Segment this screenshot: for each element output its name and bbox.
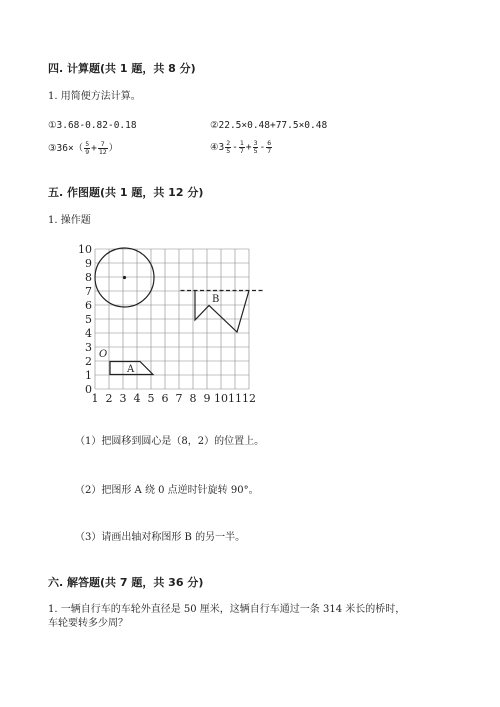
x-tick-label: 1	[91, 392, 99, 405]
shape-a-label: A	[127, 364, 135, 375]
y-tick-label: 0	[85, 383, 92, 396]
fraction: $\frac{6}{7}$	[267, 139, 272, 155]
calc-item-4: ④3 $\frac{2}{5}$ - $\frac{1}{7}$ + $\frac{3}{5}$ - $\frac{6}{7}$	[210, 139, 272, 155]
calc-item-1: ①3.68-0.82-0.18	[48, 120, 137, 131]
shape-b-label: B	[212, 294, 220, 305]
grid-figure	[80, 244, 280, 409]
question-5-1: 1. 操作题	[48, 215, 91, 226]
calc-item-2: ②22.5×0.48+77.5×0.48	[210, 120, 328, 131]
circle-center-dot	[123, 276, 126, 279]
y-tick-label: 5	[85, 313, 92, 326]
fraction: $\frac{1}{7}$	[239, 139, 244, 155]
sub-question-1: （1）把圆移到圆心是（8，2）的位置上。	[75, 436, 265, 447]
x-tick-label: 5	[147, 392, 155, 405]
question-6-1-line-1: 1. 一辆自行车的车轮外直径是 50 厘米，这辆自行车通过一条 314 米长的桥时，	[48, 604, 406, 615]
fraction: $\frac{7}{12}$	[98, 140, 107, 156]
x-tick-label: 9	[203, 392, 211, 405]
y-tick-label: 9	[85, 257, 92, 270]
x-tick-label: 4	[133, 392, 141, 405]
calc-item-3: ③36×（ $\frac{5}{9}$ + $\frac{7}{12}$ ）	[48, 140, 119, 156]
grid-lines	[95, 249, 249, 389]
fraction: $\frac{3}{5}$	[253, 139, 258, 155]
x-tick-label: 10	[214, 392, 228, 405]
section-4-title: 四. 计算题(共 1 题，共 8 分)	[48, 62, 196, 75]
y-tick-label: 2	[85, 355, 92, 368]
y-tick-label: 1	[85, 369, 92, 382]
question-4-1: 1. 用简便方法计算。	[48, 91, 141, 102]
x-tick-label: 7	[175, 392, 183, 405]
fraction: $\frac{2}{5}$	[226, 139, 231, 155]
y-tick-label: 7	[85, 285, 92, 298]
x-axis-labels	[92, 392, 257, 405]
x-tick-label: 3	[119, 392, 127, 405]
section-5-title: 五. 作图题(共 1 题，共 12 分)	[48, 186, 204, 199]
section-6-title: 六. 解答题(共 7 题，共 36 分)	[48, 576, 204, 589]
y-tick-label: 8	[85, 271, 92, 284]
origin-label: O	[99, 349, 108, 360]
x-tick-label: 2	[105, 392, 113, 405]
y-tick-label: 6	[85, 299, 92, 312]
y-tick-label: 10	[78, 243, 92, 256]
sub-question-2: （2）把图形 A 绕 0 点逆时针旋转 90°。	[75, 485, 259, 496]
y-tick-label: 4	[85, 327, 92, 340]
x-tick-label: 8	[189, 392, 197, 405]
shape-b	[195, 291, 249, 333]
y-axis-labels	[78, 243, 92, 396]
question-6-1-line-2: 车轮要转多少周？	[48, 618, 128, 629]
y-tick-label: 3	[85, 341, 92, 354]
x-tick-label: 11	[228, 392, 242, 405]
x-tick-label: 6	[161, 392, 169, 405]
sub-question-3: （3）请画出轴对称图形 B 的另一半。	[75, 532, 246, 543]
x-tick-label: 12	[242, 392, 256, 405]
fraction: $\frac{5}{9}$	[85, 140, 90, 156]
